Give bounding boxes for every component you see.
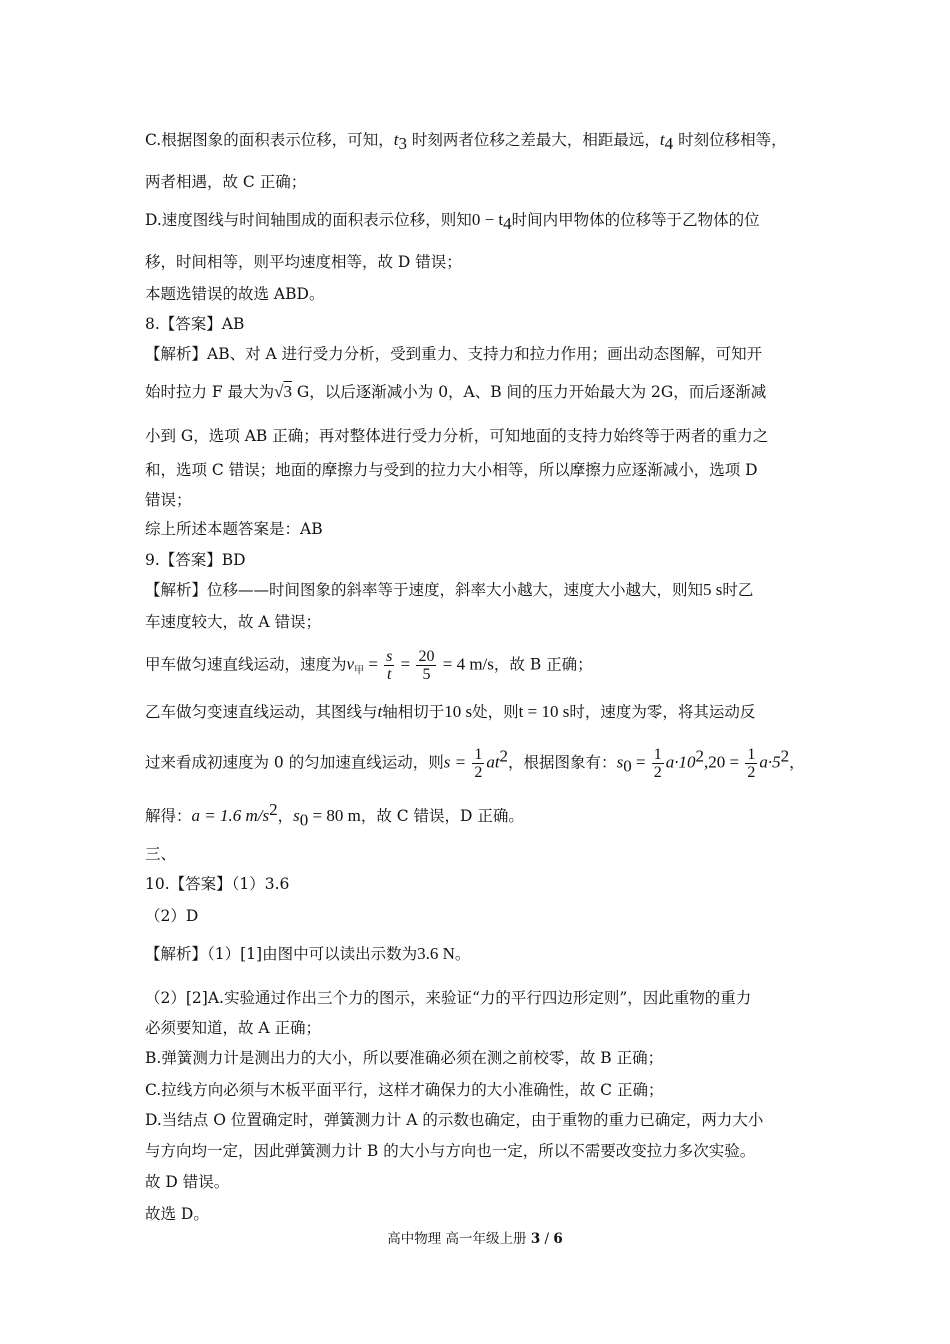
text: C.根据图象的面积表示位移，可知， xyxy=(145,131,394,149)
numerator: 1 xyxy=(747,746,756,763)
math-expr: 0 − t xyxy=(471,210,504,229)
text: G，以后逐渐减小为 0，A、B 间的压力开始最大为 2G，而后逐渐减 xyxy=(291,383,767,401)
text-line: 两者相遇，故 C 正确； xyxy=(145,173,307,191)
superscript: 2 xyxy=(499,746,509,766)
text: ，故 C 错误，D 正确。 xyxy=(360,807,524,826)
text-line xyxy=(145,800,524,830)
radicand: 3 xyxy=(283,382,292,401)
text: 时间内甲物体的位移等于乙物体的位 xyxy=(511,211,760,229)
math-expr: a·10 xyxy=(665,752,696,772)
text-line: （2）[2]A.实验通过作出三个力的图示，来验证“力的平行四边形定则”，因此重物的重力 xyxy=(145,989,752,1007)
math-expr: = 4 m/s xyxy=(438,654,494,674)
text: 解得： xyxy=(145,807,192,826)
text-line xyxy=(145,944,470,964)
numerator: 1 xyxy=(474,746,483,763)
text: 过来看成初速度为 0 的匀加速直线运动，则 xyxy=(145,753,444,772)
footer-label: 高中物理 高一年级上册 xyxy=(387,1231,531,1247)
math-op: = xyxy=(396,654,415,674)
denominator: 2 xyxy=(474,764,483,781)
text-line xyxy=(145,648,593,683)
math-var: v xyxy=(346,654,355,674)
superscript: 2 xyxy=(780,746,790,766)
denominator: t xyxy=(387,666,392,683)
text-line: 移，时间相等，则平均速度相等，故 D 错误； xyxy=(145,253,462,271)
text-line: 错误； xyxy=(145,491,192,509)
text-line: C.拉线方向必须与木板平面平行，这样才确保力的大小准确性，故 C 正确； xyxy=(145,1081,664,1099)
subscript: 4 xyxy=(503,214,512,234)
math-expr: at xyxy=(486,752,500,772)
fraction xyxy=(745,746,757,781)
page-number: 3 xyxy=(530,1231,541,1247)
text-line: 综上所述本题答案是：AB xyxy=(145,520,323,538)
text: 处，则 xyxy=(472,703,519,721)
text-line: （2）D xyxy=(145,907,199,925)
text-line xyxy=(145,382,766,402)
subscript: 甲 xyxy=(354,665,365,677)
subscript: 0 xyxy=(299,810,309,830)
subscript: 0 xyxy=(623,756,632,776)
text-line: 和，选项 C 错误；地面的摩擦力与受到的拉力大小相等，所以摩擦力应逐渐减小，选项 D xyxy=(145,461,758,479)
math-var: t xyxy=(393,130,399,149)
text: ，根据图象有： xyxy=(508,753,617,772)
text: 时，速度为零，将其运动反 xyxy=(569,703,756,721)
sqrt-expr: √3 xyxy=(274,382,292,401)
text: 轴相切于 xyxy=(382,703,445,721)
denominator: 5 xyxy=(422,666,431,683)
section-heading: 三、 xyxy=(145,845,177,863)
math-expr: 5 s xyxy=(703,580,723,599)
subscript: 3 xyxy=(398,134,407,154)
text: 乙车做匀变速直线运动，其图线与 xyxy=(145,703,378,721)
page-separator: / xyxy=(540,1231,554,1247)
math-expr: t = 10 s xyxy=(518,702,570,721)
text: ， xyxy=(277,807,294,826)
fraction xyxy=(416,648,436,683)
numerator: 20 xyxy=(418,648,435,665)
text-line: 故 D 错误。 xyxy=(145,1173,230,1191)
text: 始时拉力 F 最大为 xyxy=(145,383,275,401)
text-line: 【解析】AB、对 A 进行受力分析，受到重力、支持力和拉力作用；画出动态图解，可知开 xyxy=(145,345,763,363)
text-line xyxy=(145,580,753,600)
fraction xyxy=(384,648,394,683)
page-footer xyxy=(0,1227,950,1247)
numerator: s xyxy=(386,648,393,665)
denominator: 2 xyxy=(747,764,756,781)
text-line xyxy=(145,746,805,781)
math-expr: s = xyxy=(443,752,471,772)
text-line: 本题选错误的故选 ABD。 xyxy=(145,285,325,303)
text-line: D.当结点 O 位置确定时，弹簧测力计 A 的示数也确定，由于重物的重力已确定，两力大小 xyxy=(145,1111,764,1129)
math-var: s xyxy=(616,752,624,772)
math-var: t xyxy=(377,702,383,721)
text: 。 xyxy=(454,945,471,963)
math-expr: a = 1.6 m/s xyxy=(191,806,270,826)
numerator: 1 xyxy=(653,746,662,763)
math-expr: a·5 xyxy=(759,752,781,772)
text-line: 与方向均一定，因此弹簧测力计 B 的大小与方向也一定，所以不需要改变拉力多次实验。 xyxy=(145,1142,756,1160)
superscript: 2 xyxy=(269,800,278,819)
math-expr: = 80 m xyxy=(308,806,361,826)
page-total: 6 xyxy=(553,1231,563,1247)
text-line xyxy=(145,130,787,154)
text: 时乙 xyxy=(722,581,754,599)
math-expr: ,20 = xyxy=(704,752,744,772)
text-line: 必须要知道，故 A 正确； xyxy=(145,1019,322,1037)
text: 【解析】（1）[1]由图中可以读出示数为 xyxy=(145,945,418,963)
math-op: = xyxy=(631,752,650,772)
math-var: t xyxy=(659,130,665,149)
denominator: 2 xyxy=(653,764,662,781)
text-line xyxy=(145,210,760,234)
text: 【解析】位移——时间图象的斜率等于速度，斜率大小越大，速度大小越大，则知 xyxy=(145,581,704,599)
answer-heading: 10.【答案】（1）3.6 xyxy=(145,875,290,893)
text-line: 车速度较大，故 A 错误； xyxy=(145,613,322,631)
text-line: B.弹簧测力计是测出力的大小，所以要准确必须在测之前校零，故 B 正确； xyxy=(145,1049,664,1067)
text: ，故 B 正确； xyxy=(493,655,593,674)
text: D.速度图线与时间轴围成的面积表示位移，则知 xyxy=(145,211,472,229)
math-op: = xyxy=(364,654,383,674)
fraction xyxy=(472,746,484,781)
subscript: 4 xyxy=(664,134,674,154)
math-var: s xyxy=(293,806,300,826)
answer-heading: 9.【答案】BD xyxy=(145,551,246,569)
text-line xyxy=(145,702,755,722)
text: 时刻位移相等， xyxy=(673,131,787,149)
fraction xyxy=(652,746,664,781)
text: ， xyxy=(789,753,805,772)
text: 时刻两者位移之差最大，相距最远， xyxy=(406,131,660,149)
superscript: 2 xyxy=(695,746,705,766)
text-line: 小到 G，选项 AB 正确；再对整体进行受力分析，可知地面的支持力始终等于两者的重力之 xyxy=(145,427,769,445)
math-expr: 10 s xyxy=(444,702,473,721)
text: 甲车做匀速直线运动，速度为 xyxy=(145,655,347,674)
math-expr: 3.6 N xyxy=(417,944,455,963)
text-line: 故选 D。 xyxy=(145,1205,209,1223)
answer-heading: 8.【答案】AB xyxy=(145,315,245,333)
